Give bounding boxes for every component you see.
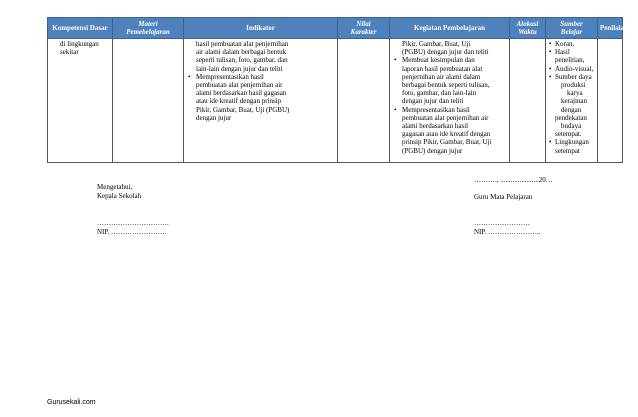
- header-kompetensi-dasar: Kompetensi Dasar: [48, 18, 113, 39]
- indikator-line: • Mempresentasikan hasil: [196, 72, 264, 81]
- header-penilaian: Penilaian: [598, 18, 623, 39]
- header-materi-line: Materi: [138, 20, 158, 28]
- kegiatan-line: laporan hasil pembuatan alat: [402, 64, 483, 73]
- sumber-line: setempat.: [555, 130, 582, 139]
- sumber-line: penelitian,: [555, 56, 585, 65]
- kegiatan-line: prinsip Pikir, Gambar, Buat, Uji: [402, 138, 492, 147]
- kegiatan-line: (PGBU) dengan jujur dan teliti: [402, 48, 489, 57]
- indikator-line: seperti tulisan, foto, gambar, dan: [196, 56, 288, 65]
- header-indikator: Indikator: [184, 18, 338, 39]
- signature-name-line: ………………………….: [97, 219, 169, 227]
- list-item: [549, 40, 594, 48]
- sumber-list: [549, 40, 594, 155]
- sumber-line: karya: [567, 89, 583, 98]
- kegiatan-line: penjernihan air alami dalam: [402, 72, 481, 81]
- rpp-table: [47, 17, 629, 163]
- list-item: [549, 65, 594, 73]
- sumber-line: setempat: [555, 146, 580, 155]
- indikator-continued: [187, 40, 334, 73]
- signature-right: [474, 193, 532, 202]
- kegiatan-line: dengan jujur dan teliti: [402, 97, 464, 106]
- kegiatan-line: (PGBU) dengan jujur: [402, 146, 463, 155]
- cell-kompetensi-dasar: [48, 39, 113, 163]
- list-item: [549, 73, 594, 139]
- indikator-list: [187, 73, 334, 122]
- signature-name-line: ……………………: [474, 219, 530, 227]
- cell-penilaian: [598, 39, 623, 163]
- cell-nilai-karakter: [338, 39, 390, 163]
- indikator-line: alami berdasarkan hasil gagasan: [196, 89, 287, 98]
- sumber-line: • Lingkungan: [555, 138, 589, 147]
- kegiatan-line: foto, gambar, dan lain-lain: [402, 89, 477, 98]
- header-alokasi-waktu: [510, 18, 546, 39]
- signature-title: Guru Mata Pelajaran: [474, 193, 533, 201]
- list-item: [187, 73, 334, 122]
- kegiatan-line: Pikir, Gambar, Buat, Uji: [402, 40, 471, 48]
- cell-sumber-belajar: [546, 39, 598, 163]
- header-nilai-line: Karakter: [350, 28, 377, 36]
- indikator-line: dengan jujur: [196, 113, 232, 122]
- kd-line: sekitar: [60, 48, 79, 57]
- header-sumber-belajar: [546, 18, 598, 39]
- cell-kegiatan: [390, 39, 510, 163]
- sumber-line: Koran,: [555, 40, 575, 48]
- cell-materi: [113, 39, 184, 163]
- kegiatan-continued: [393, 40, 506, 56]
- kegiatan-line: gagasan atau ide kreatif dengan: [402, 130, 491, 139]
- sumber-line: • Sumber daya: [555, 72, 592, 81]
- kd-line: di lingkungan: [60, 40, 99, 48]
- signature-date: [474, 176, 553, 185]
- table-row: [48, 39, 623, 163]
- signature-right-name: [474, 219, 541, 237]
- indikator-line: Pikir, Gambar, Buat, Uji (PGBU): [196, 105, 290, 114]
- kegiatan-list: [393, 56, 506, 154]
- header-nilai-karakter: [338, 18, 390, 39]
- kegiatan-line: berbagai bentuk seperti tulisan,: [402, 81, 490, 90]
- header-nilai-line: Nilai: [356, 20, 371, 28]
- list-item: [549, 48, 594, 64]
- indikator-line: hasil pembuatan alat penjernihan: [196, 40, 289, 48]
- signature-date-text: ………., ......................20…: [474, 176, 553, 184]
- list-item: [549, 138, 594, 154]
- header-kegiatan: Kegiatan Pembelajaran: [390, 18, 510, 39]
- kegiatan-line: • Membuat kesimpulan dan: [402, 56, 475, 65]
- sumber-line: Audio-visual,: [555, 64, 594, 73]
- kegiatan-line: alami berdasarkan hasil: [402, 122, 469, 131]
- signature-title: Kepala Sekolah: [97, 192, 142, 200]
- signature-nip: NIP. …………………..: [474, 228, 541, 236]
- table-header-row: [48, 18, 623, 39]
- list-item: [393, 106, 506, 155]
- sumber-line: kerajinan: [561, 97, 588, 106]
- list-item: [393, 56, 506, 105]
- indikator-line: air alami dalam berbagai bentuk: [196, 48, 287, 57]
- sumber-line: budaya: [561, 122, 582, 131]
- header-sumber-line: Belajar: [560, 28, 583, 36]
- header-materi: [113, 18, 184, 39]
- kegiatan-line: pembuatan alat penjernihan air: [402, 113, 489, 122]
- sumber-line: produksi: [561, 81, 586, 90]
- indikator-line: lain-lain dengan jujur dan teliti: [196, 64, 283, 73]
- indikator-line: pembuatan alat penjernihan air: [196, 81, 283, 90]
- signature-nip: NIP. ……………………: [97, 228, 168, 236]
- sumber-line: dengan: [561, 105, 582, 114]
- signature-label: Mengetahui,: [97, 183, 133, 191]
- kd-text: [51, 40, 109, 56]
- signature-left-name: [97, 219, 169, 237]
- cell-alokasi-waktu: [510, 39, 546, 163]
- header-materi-line: Pemebelajaran: [126, 28, 170, 36]
- header-alokasi-line: Waktu: [518, 28, 537, 36]
- kegiatan-line: • Mempresentasikan hasil: [402, 105, 470, 114]
- footer-site: Gurusekali.com: [47, 399, 96, 406]
- header-sumber-line: Sumber: [560, 20, 583, 28]
- cell-indikator: [184, 39, 338, 163]
- sumber-line: pendekatan: [555, 113, 587, 122]
- signature-left: [97, 183, 141, 201]
- header-alokasi-line: Alokasi: [516, 20, 539, 28]
- indikator-line: atau ide kreatif dengan prinsip: [196, 97, 282, 106]
- sumber-line: • Hasil: [555, 48, 570, 57]
